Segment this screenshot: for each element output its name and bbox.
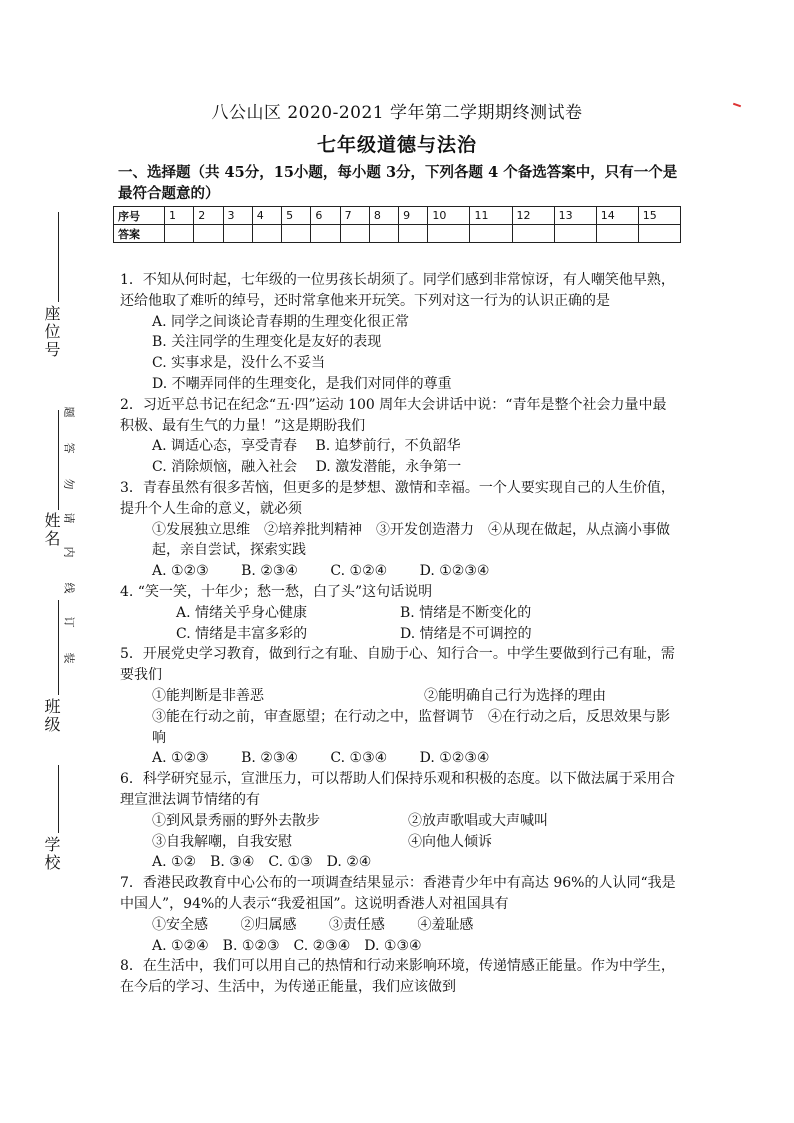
name-fill-line[interactable] bbox=[58, 410, 59, 510]
seal-char: 内 bbox=[62, 546, 76, 558]
question-number: 9 bbox=[399, 207, 428, 225]
answer-cell[interactable] bbox=[428, 225, 470, 243]
question-6-items-row1 bbox=[120, 811, 680, 832]
answer-cell[interactable] bbox=[554, 225, 596, 243]
answer-cell[interactable] bbox=[512, 225, 554, 243]
answer-cell[interactable] bbox=[252, 225, 281, 243]
question-number: 14 bbox=[596, 207, 638, 225]
answer-cell[interactable] bbox=[165, 225, 194, 243]
question-number: 6 bbox=[311, 207, 340, 225]
question-1-option-d: D. 不嘲弄同伴的生理变化，是我们对同伴的尊重 bbox=[152, 375, 452, 392]
answer-table bbox=[113, 206, 681, 243]
answer-cell[interactable] bbox=[194, 225, 223, 243]
answer-cell[interactable] bbox=[282, 225, 311, 243]
question-6-item-3: ③自我解嘲，自我安慰 bbox=[152, 833, 292, 850]
seal-char: 装 bbox=[62, 652, 76, 664]
question-4-options-row2 bbox=[120, 624, 680, 645]
school-fill-line[interactable] bbox=[58, 765, 59, 833]
question-4-option-a: A. 情绪关乎身心健康 bbox=[176, 604, 308, 621]
question-8-stem: 8．在生活中，我们可以用自己的热情和行动来影响环境，传递情感正能量。作为中学生，在今后的学习、生活中，为传递正能量，我们应该做到 bbox=[120, 958, 675, 996]
answer-table-answer-row bbox=[114, 225, 681, 243]
question-1-option-b: B. 关注同学的生理变化是友好的表现 bbox=[152, 334, 382, 351]
question-6-item-1: ①到风景秀丽的野外去散步 bbox=[152, 812, 320, 829]
question-3-options: A. ①②③ B. ②③④ C. ①②④ D. ①②③④ bbox=[152, 563, 490, 580]
seat-fill-line[interactable] bbox=[58, 212, 59, 302]
row-label-answer: 答案 bbox=[114, 225, 165, 243]
answer-cell[interactable] bbox=[340, 225, 369, 243]
question-5-items-34: ③能在行动之前，审查愿望；在行动之中，监督调节 ④在行动之后，反思效果与影响 bbox=[152, 708, 670, 746]
section-heading: 一、选择题（共 45分，15小题，每小题 3分，下列各题 4 个备选答案中，只有一个是最符合题意的） bbox=[118, 164, 678, 202]
seal-char: 答 bbox=[62, 442, 76, 454]
question-7-items: ①安全感 ②归属感 ③责任感 ④羞耻感 bbox=[152, 916, 474, 933]
answer-cell[interactable] bbox=[311, 225, 340, 243]
row-label-number: 序号 bbox=[114, 207, 165, 225]
question-2-options-ab: A. 调适心态，享受青春 B. 追梦前行，不负韶华 bbox=[152, 438, 461, 455]
name-label: 姓名 bbox=[42, 512, 61, 548]
question-4-option-c: C. 情绪是丰富多彩的 bbox=[176, 625, 308, 642]
seal-char: 请 bbox=[62, 512, 76, 524]
question-3-stem: 3．青春虽然有很多苦恼，但更多的是梦想、激情和幸福。一个人要实现自己的人生价值，提升个人生命的意义，就必须 bbox=[120, 479, 675, 517]
question-1-option-c: C. 实事求是，没什么不妥当 bbox=[152, 355, 326, 372]
question-5-options: A. ①②③ B. ②③④ C. ①③④ D. ①②③④ bbox=[152, 750, 490, 767]
question-5-items-row1 bbox=[120, 686, 680, 707]
question-number: 3 bbox=[223, 207, 252, 225]
question-6-stem: 6．科学研究显示，宣泄压力，可以帮助人们保持乐观和积极的态度。以下做法属于采用合理宣泄法调节情绪的有 bbox=[120, 771, 675, 808]
question-number: 5 bbox=[282, 207, 311, 225]
question-4-options-row1 bbox=[120, 603, 680, 624]
question-6-item-2: ②放声歌唱或大声喊叫 bbox=[408, 812, 548, 829]
subject-title: 七年级道德与法治 bbox=[316, 134, 477, 156]
question-6-items-row2 bbox=[120, 832, 680, 853]
question-1-stem: 1．不知从何时起，七年级的一位男孩长胡须了。同学们感到非常惊讶，有人嘲笑他早熟，还给他取了难听的绰号，还时常拿他来开玩笑。下列对这一行为的认识正确的是 bbox=[120, 272, 675, 309]
answer-cell[interactable] bbox=[470, 225, 512, 243]
seal-char: 订 bbox=[62, 616, 76, 628]
question-number: 2 bbox=[194, 207, 223, 225]
class-label: 班级 bbox=[42, 698, 61, 734]
question-number: 15 bbox=[638, 207, 680, 225]
question-number: 13 bbox=[554, 207, 596, 225]
question-4-option-b: B. 情绪是不断变化的 bbox=[400, 604, 532, 621]
question-number: 10 bbox=[428, 207, 470, 225]
question-number: 12 bbox=[512, 207, 554, 225]
question-4-stem: 4. “笑一笑，十年少；愁一愁，白了头”这句话说明 bbox=[120, 583, 433, 600]
seal-char: 题 bbox=[62, 406, 76, 418]
question-6-item-4: ④向他人倾诉 bbox=[408, 833, 492, 850]
question-number: 8 bbox=[369, 207, 398, 225]
question-6-options: A. ①② B. ③④ C. ①③ D. ②④ bbox=[152, 854, 372, 871]
question-1-option-a: A. 同学之间谈论青春期的生理变化很正常 bbox=[152, 313, 410, 330]
answer-cell[interactable] bbox=[369, 225, 398, 243]
question-2-options-cd: C. 消除烦恼，融入社会 D. 激发潜能，永争第一 bbox=[152, 459, 462, 476]
answer-cell[interactable] bbox=[638, 225, 680, 243]
question-number: 11 bbox=[470, 207, 512, 225]
question-number: 4 bbox=[252, 207, 281, 225]
question-2-stem: 2．习近平总书记在纪念“五·四”运动 100 周年大会讲话中说：“青年是整个社会力量中最积极、最有生气的力量！”这是期盼我们 bbox=[120, 396, 667, 434]
questions-body bbox=[120, 270, 680, 998]
question-7-stem: 7．香港民政教育中心公布的一项调查结果显示：香港青少年中有高达 96%的人认同“我是中国人”，94%的人表示“我爱祖国”。这说明香港人对祖国具有 bbox=[120, 875, 676, 912]
question-5-item-1: ①能判断是非善恶 bbox=[152, 687, 264, 704]
seat-number-label: 座位号 bbox=[42, 305, 61, 359]
question-5-stem: 5．开展党史学习教育，做到行之有耻、自励于心、知行合一。中学生要做到行己有耻，需要我们 bbox=[120, 646, 675, 684]
school-label: 学校 bbox=[42, 836, 61, 872]
question-3-items: ①发展独立思维 ②培养批判精神 ③开发创造潜力 ④从现在做起，从点滴小事做起，亲自尝试，探索实践 bbox=[152, 521, 670, 559]
answer-cell[interactable] bbox=[596, 225, 638, 243]
seal-char: 线 bbox=[62, 582, 76, 594]
answer-cell[interactable] bbox=[399, 225, 428, 243]
answer-table-number-row bbox=[114, 207, 681, 225]
seal-char: 勿 bbox=[62, 478, 76, 490]
question-5-item-2: ②能明确自己行为选择的理由 bbox=[424, 687, 606, 704]
class-fill-line[interactable] bbox=[58, 600, 59, 695]
question-4-option-d: D. 情绪是不可调控的 bbox=[400, 625, 532, 642]
exam-title: 八公山区 2020-2021 学年第二学期期终测试卷 bbox=[211, 103, 583, 123]
question-number: 7 bbox=[340, 207, 369, 225]
answer-cell[interactable] bbox=[223, 225, 252, 243]
question-7-options: A. ①②④ B. ①②③ C. ②③④ D. ①③④ bbox=[152, 937, 422, 954]
question-number: 1 bbox=[165, 207, 194, 225]
